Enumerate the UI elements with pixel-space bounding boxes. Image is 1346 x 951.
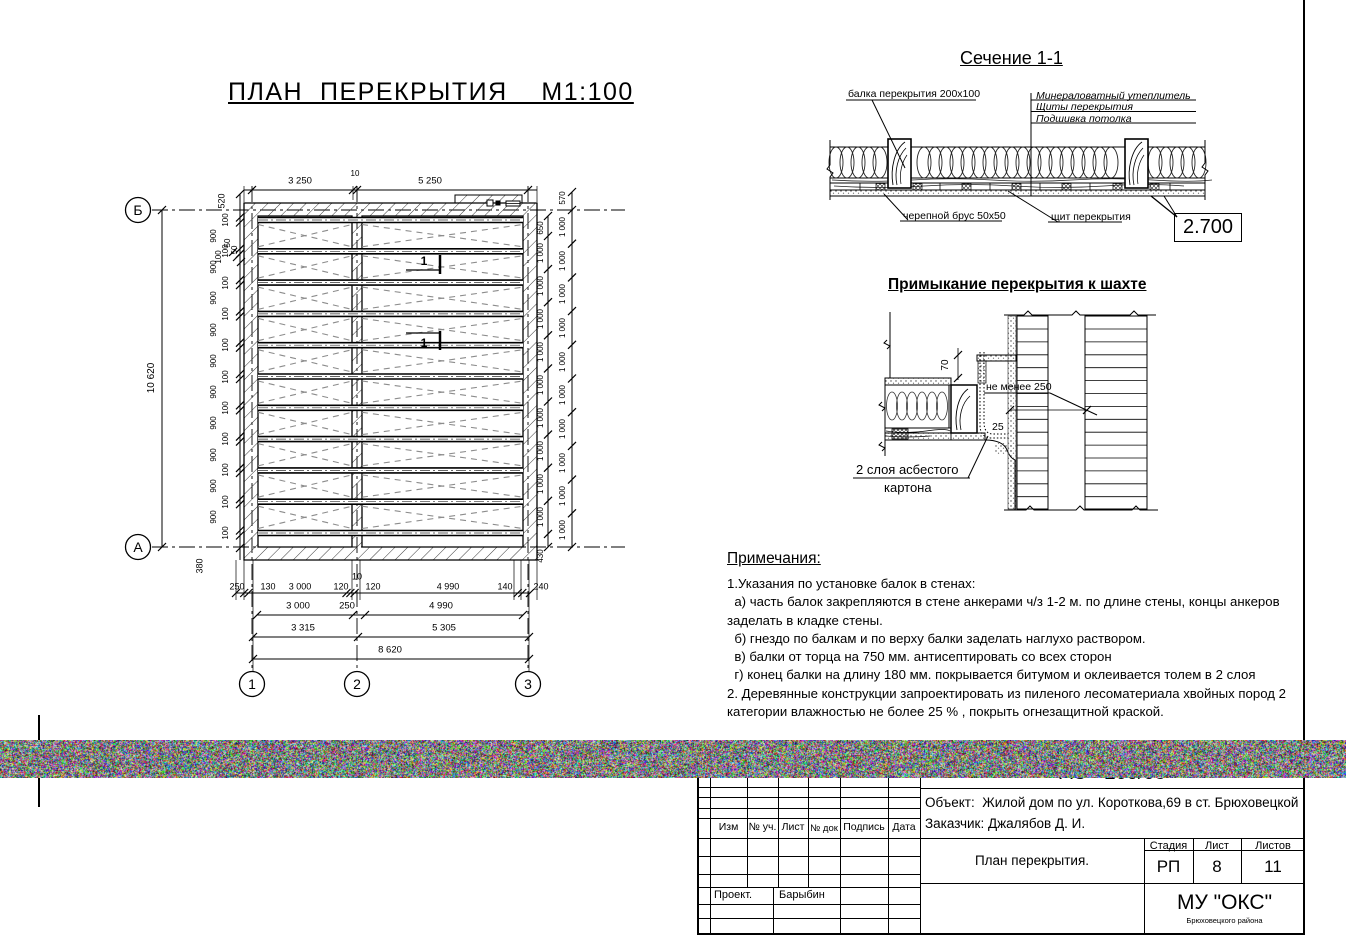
dim-left-chain: 100 (221, 244, 230, 258)
dim-left-chain: 900 (209, 322, 218, 337)
stamp-role: Проект. (714, 889, 753, 901)
note-line: г) конец балки на длину 180 мм. покрывается битумом и оклеивается толем в 2 слоя (727, 667, 1256, 683)
dim-left-chain: 100 (221, 213, 230, 227)
dim-right-outer: 1 000 (558, 385, 567, 406)
dim-right-outer: 1 000 (558, 419, 567, 440)
callout-asbestos-2: картона (884, 480, 932, 495)
stamp-line (920, 883, 1305, 884)
stamp-org: МУ "ОКС" (1176, 891, 1273, 914)
callout-beam: балка перекрытия 200х100 (848, 88, 981, 100)
stamp-col-data: Дата (892, 821, 916, 833)
dim-right-inner: 1 000 (536, 242, 545, 263)
dim-bottom-3: 5 305 (432, 622, 456, 634)
section-cut-label: 1 (420, 336, 428, 350)
axis-number: 1 (248, 676, 256, 692)
dim-right-inner: 1 000 (536, 374, 545, 395)
stamp-col-podpis: Подпись (843, 821, 885, 833)
note-line: 2. Деревянные конструкции запроектировать из пиленого лесоматериала хвойных пород 2 (727, 685, 1286, 701)
dim-right-outer: 1 000 (558, 317, 567, 338)
dim-right-inner: 1 000 (536, 308, 545, 329)
dim-left-chain: 900 (209, 228, 218, 243)
dim-corner: 50 (230, 245, 239, 255)
stamp-col-ndok: № док (810, 823, 838, 834)
dim-left-chain: 380 (194, 558, 205, 574)
callout-panels: Щиты перекрытия (1036, 101, 1133, 113)
stamp-line (840, 755, 841, 933)
dim-min250: не менее 250 (986, 381, 1052, 393)
callout-asbestos-1: 2 слоя асбестого (856, 462, 959, 477)
dim-left-chain: 100 (221, 307, 230, 321)
stamp-col-list: Лист (781, 821, 805, 833)
dim-left-chain: 900 (209, 354, 218, 368)
stamp-line (888, 755, 889, 933)
stamp-line (697, 904, 920, 905)
dim-right-outer: 1 000 (558, 452, 567, 473)
dim-right-inner: 1 000 (536, 341, 545, 362)
callout-ceiling: Подшивка потолка (1036, 113, 1132, 125)
dim-left-chain: 100 (221, 495, 230, 509)
dim-left-chain: 100 (221, 275, 230, 290)
stamp-stage-value: РП (1156, 857, 1181, 876)
callout-insulation: Минераловатный утеплитель (1036, 90, 1191, 102)
stamp-line (697, 755, 699, 935)
dim-left-chain: 900 (209, 510, 218, 525)
notes-title: Примечания: (727, 550, 821, 567)
dim-bottom-1: 3 000 (288, 581, 312, 592)
dim-bottom-3: 3 315 (291, 622, 315, 634)
stamp-line (697, 887, 920, 888)
dim-right-outer: 1 000 (558, 520, 567, 541)
dim-right-outer: 570 (558, 191, 567, 205)
dim-left-chain: 900 (209, 479, 218, 493)
dim-right-inner: 1 000 (536, 474, 545, 495)
stamp-line (697, 918, 920, 919)
dim-left-chain: 100 (221, 369, 230, 384)
dim-bottom-1: 120 (333, 581, 349, 592)
stamp-object: Объект: Жилой дом по ул. Короткова,69 в ст. Брюховецкой (925, 795, 1299, 810)
section-title: Сечение 1-1 (960, 48, 1063, 68)
elevation-mark: 2.700 (1174, 213, 1242, 242)
dim-overall-left: 10 620 (146, 362, 157, 394)
dim-bottom-4: 8 620 (378, 644, 402, 656)
dim-right-inner: 1 000 (536, 441, 545, 462)
stamp-name: Барыбин (779, 889, 825, 901)
dim-right-outer: 1 000 (558, 351, 567, 372)
stamp-sheet-title: План перекрытия. (974, 853, 1090, 868)
stamp-sheets-value: 11 (1264, 857, 1282, 876)
note-line: в) балки от торца на 750 мм. антисептировать со всех сторон (727, 649, 1112, 665)
dim-bottom-1: 140 (497, 581, 513, 592)
stamp-line (697, 933, 1305, 935)
stamp-sheet-label: Лист (1205, 840, 1229, 852)
dim-right-inner: 650 (536, 221, 545, 235)
dim-bottom-1: 240 (533, 581, 549, 592)
axis-number: 2 (353, 676, 361, 692)
stamp-org-sub: Брюховецкого района (1186, 916, 1263, 925)
callout-skull-bar: черепной брус 50х50 (903, 210, 1006, 222)
dim-right-outer: 1 000 (558, 284, 567, 305)
junction-title: Примыкание перекрытия к шахте (888, 276, 1147, 293)
dim-left-chain: 900 (209, 260, 218, 274)
dim-left-chain: 520 (216, 193, 227, 209)
note-line: категории влажностью не более 25 % , покрыть огнезащитной краской. (727, 704, 1164, 720)
axis-letter: А (133, 539, 143, 555)
dim-right-outer: 1 000 (558, 486, 567, 507)
stamp-line (773, 887, 774, 933)
stamp-line (920, 755, 921, 933)
note-line: заделать в кладке стены. (727, 612, 883, 628)
stamp-line (710, 755, 711, 933)
dim-bottom-2: 4 990 (429, 600, 453, 612)
dim-corner: 100 (214, 250, 223, 264)
dim-left-chain: 900 (209, 385, 218, 399)
notes-lines (727, 575, 1286, 721)
stamp-stage-label: Стадия (1149, 840, 1188, 852)
dim-right-outer: 1 000 (558, 216, 567, 237)
axis-number: 3 (524, 676, 532, 692)
sheet-right-frame (1303, 0, 1305, 933)
note-line: а) часть балок закрепляются в стене анкерами ч/з 1-2 м. по длине стены, концы анкеров (727, 594, 1280, 610)
dim-25: 25 (992, 421, 1004, 433)
dim-top: 10 (350, 169, 360, 178)
stamp-sheet-value: 8 (1212, 857, 1222, 876)
stamp-col-nuch: № уч. (748, 821, 777, 833)
dim-bottom-1: 4 990 (436, 581, 460, 592)
dim-bottom-1: 130 (260, 581, 276, 592)
stamp-client: Заказчик: Джалябов Д. И. (925, 816, 1086, 831)
dim-left-chain: 100 (221, 432, 230, 446)
note-line: 1.Указания по установке балок в стенах: (727, 576, 976, 591)
callout-panel: щит перекрытия (1051, 211, 1131, 223)
dim-bottom-1: 10 (351, 571, 363, 582)
dim-left-chain: 900 (209, 291, 218, 305)
dim-bottom-2: 250 (339, 600, 355, 612)
dim-left-chain: 100 (221, 338, 230, 352)
dim-right-outer: 1 000 (558, 250, 567, 271)
dim-right-inner: 1 000 (536, 507, 545, 528)
dim-top: 5 250 (418, 175, 442, 187)
dim-left-chain: 900 (209, 448, 218, 462)
dim-left-chain: 900 (209, 416, 218, 431)
note-line: б) гнездо по балкам и по верху балки заделать наглухо раствором. (727, 630, 1146, 646)
dim-70: 70 (940, 359, 951, 371)
dim-bottom-1: 250 (229, 581, 245, 592)
stamp-col-izm: Изм (718, 821, 739, 833)
stamp-line (697, 838, 1305, 839)
dim-left-chain: 100 (221, 463, 230, 478)
dim-left-chain: 100 (221, 526, 230, 540)
dim-right-inner: 430 (536, 549, 545, 563)
dim-bottom-1: 120 (365, 581, 381, 592)
axis-letter: Б (133, 202, 143, 218)
notes-block (727, 550, 1286, 721)
dim-left-chain: 100 (221, 401, 230, 415)
section-cut-label: 1 (420, 254, 428, 268)
dim-right-inner: 1 000 (536, 275, 545, 296)
plan-title: ПЛАН ПЕРЕКРЫТИЯ М1:100 (228, 78, 634, 106)
dim-right-inner: 1 000 (536, 408, 545, 429)
dim-corner: 50 (223, 238, 232, 248)
dim-bottom-2: 3 000 (286, 600, 310, 612)
stamp-line (920, 788, 1305, 789)
dim-top: 3 250 (288, 175, 312, 187)
noise-band (0, 740, 1346, 778)
stamp-sheets-label: Листов (1255, 840, 1291, 852)
